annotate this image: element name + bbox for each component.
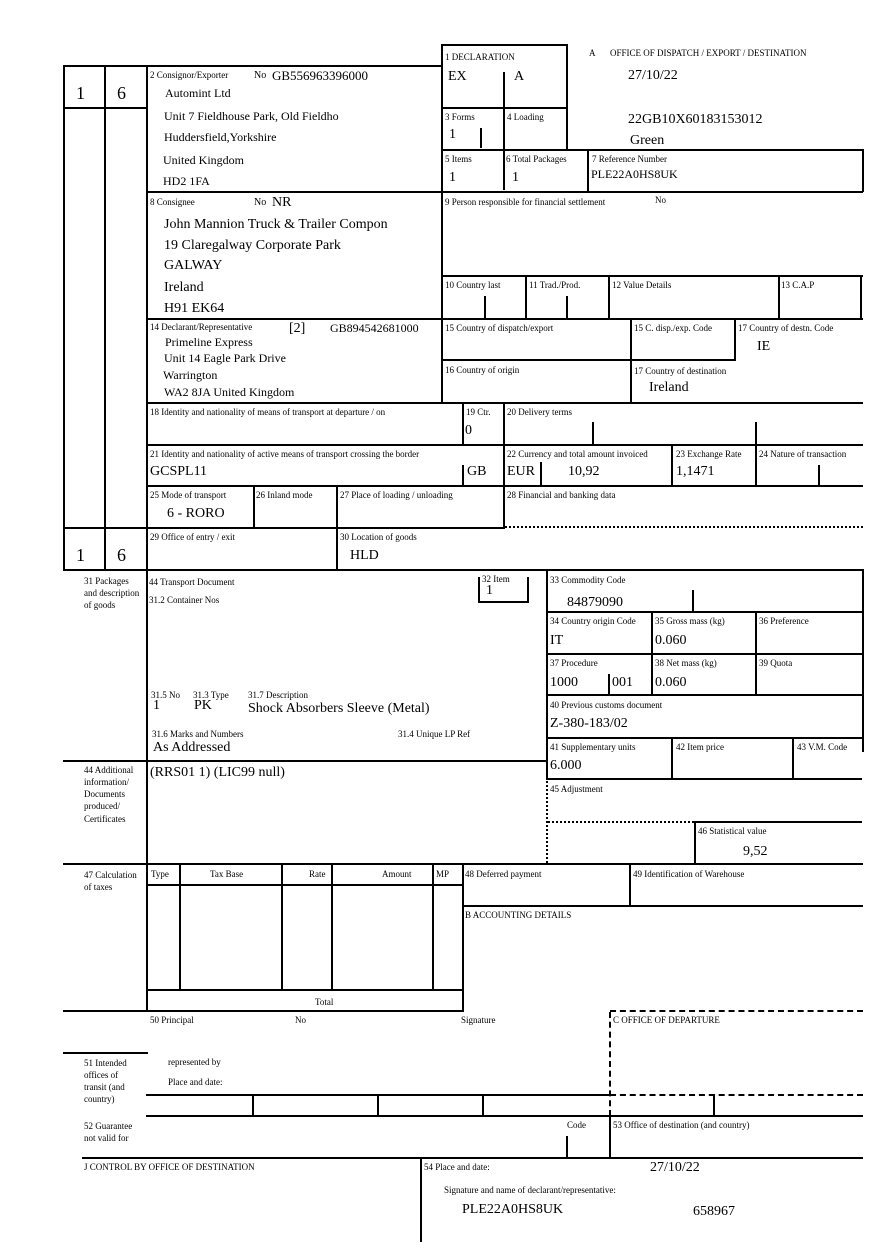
consignee-line-1: John Mannion Truck & Trailer Compon: [164, 217, 388, 232]
container-indicator: 0: [465, 423, 472, 438]
consignor-line-2: Unit 7 Fieldhouse Park, Old Fieldho: [164, 109, 339, 123]
box29-label: 29 Office of entry / exit: [150, 532, 236, 542]
box16-label: 16 Country of origin: [445, 365, 520, 375]
box19-label: 19 Ctr.: [466, 407, 491, 417]
consignee-line-4: Ireland: [164, 280, 204, 295]
border-transport-nationality: GB: [467, 464, 487, 479]
box42-label: 42 Item price: [676, 742, 724, 752]
signature-number: 658967: [693, 1204, 735, 1219]
box50-signature-label: Signature: [461, 1015, 496, 1025]
tax-col-base: Tax Base: [210, 869, 244, 879]
consignor-eori: GB556963396000: [272, 68, 369, 83]
boxJ-label: J CONTROL BY OFFICE OF DESTINATION: [84, 1162, 255, 1172]
package-type: PK: [194, 698, 212, 713]
boxA-mrn: 22GB10X60183153012: [628, 112, 763, 127]
box6-label: 6 Total Packages: [506, 154, 567, 164]
box25-label: 25 Mode of transport: [150, 490, 227, 500]
additional-information: (RRS01 1) (LIC99 null): [150, 765, 285, 780]
box4-label: 4 Loading: [507, 112, 544, 122]
box37-label: 37 Procedure: [550, 658, 598, 668]
box32-label: 32 Item: [482, 574, 510, 584]
declaration-subtype: A: [514, 69, 525, 84]
box52-side-label: 52 Guarantee not valid for: [84, 1121, 133, 1144]
consignor-line-5: HD2 1FA: [163, 174, 210, 188]
box21-label: 21 Identity and nationality of active means of transport crossing the border: [150, 449, 420, 459]
declaration-type: EX: [448, 69, 467, 84]
form-count-2: 6: [117, 83, 126, 103]
boxA-route: Green: [630, 133, 665, 148]
package-no: 1: [153, 698, 160, 713]
procedure-code: 1000: [550, 675, 578, 690]
boxB-label: B ACCOUNTING DETAILS: [465, 910, 572, 920]
box10-label: 10 Country last: [445, 280, 501, 290]
declaration-date: 27/10/22: [650, 1160, 700, 1175]
box49-label: 49 Identification of Warehouse: [633, 869, 745, 879]
box35-label: 35 Gross mass (kg): [655, 616, 725, 626]
marks-value: As Addressed: [153, 740, 231, 755]
declarant-line-4: WA2 8JA United Kingdom: [164, 385, 295, 399]
boxA-title: OFFICE OF DISPATCH / EXPORT / DESTINATION: [610, 48, 807, 58]
boxA-date: 27/10/22: [628, 68, 678, 83]
declarant-status-code: [2]: [289, 321, 306, 336]
box17c-label: 17 Country of destn. Code: [738, 323, 834, 333]
goods-description: Shock Absorbers Sleeve (Metal): [248, 701, 430, 716]
tax-col-mp: MP: [436, 869, 450, 879]
box17-label: 17 Country of destination: [634, 366, 727, 376]
package-type-label: 31.3 Type: [193, 690, 229, 700]
box46-label: 46 Statistical value: [698, 826, 767, 836]
box27-label: 27 Place of loading / unloading: [340, 490, 453, 500]
box22-label: 22 Currency and total amount invoiced: [507, 449, 648, 459]
declarant-eori: GB894542681000: [330, 321, 419, 335]
consignor-line-4: United Kingdom: [163, 153, 244, 167]
origin-country-code: IT: [550, 633, 564, 648]
consignee-line-2: 19 Claregalway Corporate Park: [164, 238, 341, 253]
net-mass: 0.060: [655, 675, 687, 690]
declarant-line-3: Warrington: [163, 368, 218, 382]
box41-label: 41 Supplementary units: [550, 742, 636, 752]
previous-document: Z-380-183/02: [550, 716, 628, 731]
gross-mass: 0.060: [655, 633, 687, 648]
place-and-date-label: Place and date:: [168, 1077, 223, 1087]
item-number: 1: [486, 583, 493, 598]
box23-label: 23 Exchange Rate: [676, 449, 742, 459]
box43-label: 43 V.M. Code: [797, 742, 848, 752]
box53-label: 53 Office of destination (and country): [613, 1120, 750, 1130]
box45-label: 45 Adjustment: [550, 784, 603, 794]
signature-reference: PLE22A0HS8UK: [462, 1202, 564, 1217]
form-count-1: 1: [76, 83, 85, 103]
form-count-1-lower: 1: [76, 545, 85, 565]
box31-side-label: 31 Packages and description of goods: [84, 576, 140, 611]
box52-code-label: Code: [567, 1120, 586, 1130]
box8-no-label: No: [254, 197, 267, 208]
consignor-line-3: Huddersfield,Yorkshire: [164, 130, 277, 144]
declarant-line-1: Primeline Express: [165, 335, 253, 349]
tax-total-label: Total: [315, 997, 334, 1007]
tax-col-type: Type: [151, 869, 169, 879]
marks-label: 31.6 Marks and Numbers: [152, 729, 244, 739]
box33-label: 33 Commodity Code: [550, 575, 626, 585]
box7-label: 7 Reference Number: [592, 154, 667, 164]
box15c-label: 15 C. disp./exp. Code: [634, 323, 712, 333]
forms-value: 1: [449, 127, 456, 142]
invoice-currency: EUR: [507, 464, 535, 479]
statistical-value: 9,52: [743, 844, 768, 859]
box1-label: 1 DECLARATION: [445, 52, 515, 62]
exchange-rate: 1,1471: [676, 464, 715, 479]
box48-label: 48 Deferred payment: [465, 869, 542, 879]
box9-no-label: No: [655, 195, 666, 205]
box3-label: 3 Forms: [445, 112, 475, 122]
box50-no-label: No: [295, 1015, 306, 1025]
represented-by-label: represented by: [168, 1057, 221, 1067]
boxC-label: C OFFICE OF DEPARTURE: [613, 1015, 720, 1025]
box47-side-label: 47 Calculation of taxes: [84, 870, 137, 893]
consignee-no: NR: [272, 195, 292, 210]
description-label: 31.7 Description: [248, 690, 308, 700]
lp-ref-label: 31.4 Unique LP Ref: [398, 729, 471, 739]
supplementary-units: 6.000: [550, 758, 582, 773]
box38-label: 38 Net mass (kg): [655, 658, 717, 668]
declarant-line-2: Unit 14 Eagle Park Drive: [164, 351, 286, 365]
container-nos-label: 31.2 Container Nos: [149, 595, 220, 605]
box2-label: 2 Consignor/Exporter: [150, 70, 229, 80]
destination-country-code: IE: [757, 339, 771, 354]
transport-mode: 6 - RORO: [167, 506, 225, 521]
box28-label: 28 Financial and banking data: [507, 490, 616, 500]
consignor-line-1: Automint Ltd: [165, 86, 231, 100]
invoice-amount: 10,92: [568, 464, 600, 479]
box2-no-label: No: [254, 70, 267, 81]
box14-label: 14 Declarant/Representative: [150, 322, 253, 332]
items-value: 1: [449, 170, 456, 185]
additional-procedure-code: 001: [612, 675, 633, 690]
box50-label: 50 Principal: [150, 1015, 194, 1025]
box54-label: 54 Place and date:: [424, 1162, 490, 1172]
box5-label: 5 Items: [445, 154, 472, 164]
package-no-label: 31.5 No: [151, 690, 180, 700]
box39-label: 39 Quota: [759, 658, 793, 668]
transport-document-label: 44 Transport Document: [149, 577, 235, 587]
form-count-2-lower: 6: [117, 545, 126, 565]
box36-label: 36 Preference: [759, 616, 809, 626]
box30-label: 30 Location of goods: [340, 532, 417, 542]
box15-label: 15 Country of dispatch/export: [445, 323, 554, 333]
box9-label: 9 Person responsible for financial settlement: [445, 197, 606, 207]
tax-col-rate: Rate: [309, 869, 326, 879]
box13-label: 13 C.A.P: [781, 280, 815, 290]
commodity-code: 84879090: [567, 595, 623, 610]
border-transport-id: GCSPL11: [150, 464, 208, 479]
box18-label: 18 Identity and nationality of means of transport at departure / on: [150, 407, 386, 417]
box24-label: 24 Nature of transaction: [759, 449, 847, 459]
reference-number: PLE22A0HS8UK: [591, 167, 678, 181]
total-packages-value: 1: [512, 170, 519, 185]
signature-label: Signature and name of declarant/representative:: [444, 1185, 616, 1195]
tax-col-amount: Amount: [382, 869, 412, 879]
box11-label: 11 Trad./Prod.: [529, 280, 581, 290]
box12-label: 12 Value Details: [612, 280, 672, 290]
box26-label: 26 Inland mode: [256, 490, 313, 500]
destination-country: Ireland: [649, 380, 689, 395]
consignee-line-3: GALWAY: [164, 258, 223, 273]
box20-label: 20 Delivery terms: [507, 407, 572, 417]
goods-location: HLD: [350, 548, 379, 563]
consignee-line-5: H91 EK64: [164, 301, 225, 316]
box51-side-label: 51 Intended offices of transit (and country): [84, 1058, 127, 1105]
box40-label: 40 Previous customs document: [550, 700, 663, 710]
box8-label: 8 Consignee: [150, 197, 195, 207]
box44-side-label: 44 Additional information/ Documents produced/ Certificates: [84, 765, 134, 824]
boxA-letter: A: [589, 48, 596, 58]
box34-label: 34 Country origin Code: [550, 616, 636, 626]
